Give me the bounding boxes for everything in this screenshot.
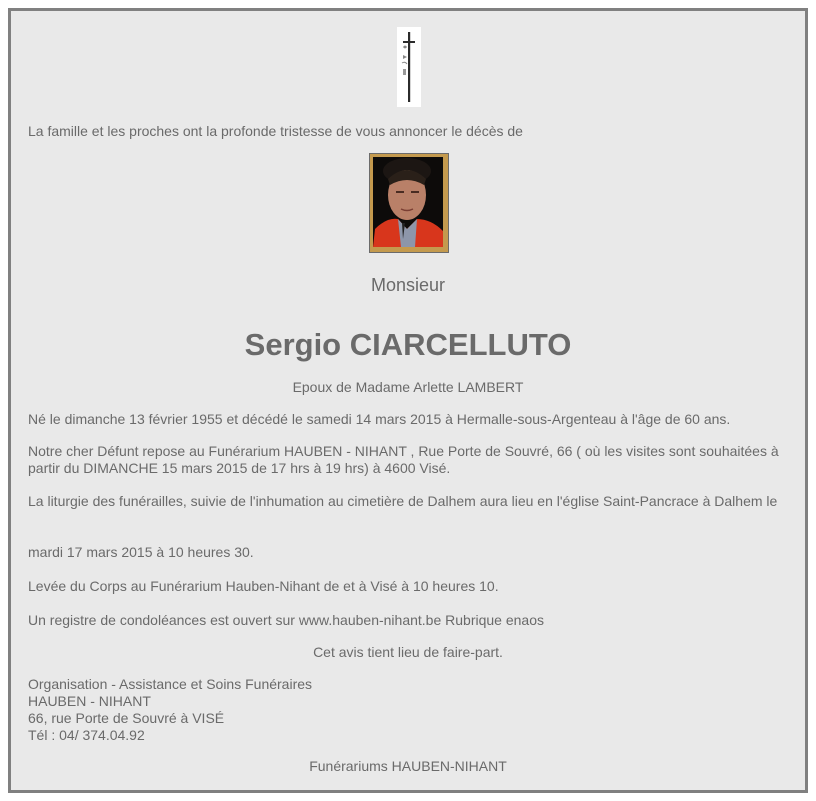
organisation-line: Organisation - Assistance et Soins Funéraires xyxy=(28,676,313,692)
birth-death-text: Né le dimanche 13 février 1955 et décédé le samedi 14 mars 2015 à Hermalle-sous-Argenteau à l'âge de 60 ans. xyxy=(28,411,731,427)
obituary-card xyxy=(8,8,808,793)
register-text: Un registre de condoléances est ouvert sur www.hauben-nihant.be Rubrique enaos xyxy=(28,612,544,628)
organisation-name: HAUBEN - NIHANT xyxy=(28,693,151,709)
portrait-photo xyxy=(369,153,449,253)
honorific: Monsieur xyxy=(370,275,446,295)
ceremony-date-text: mardi 17 mars 2015 à 10 heures 30. xyxy=(28,544,254,560)
organisation-address: 66, rue Porte de Souvré à VISÉ xyxy=(28,710,225,726)
notice-text: Cet avis tient lieu de faire-part. xyxy=(313,644,503,660)
portrait-image xyxy=(373,157,443,247)
organisation-block xyxy=(28,676,788,744)
liturgy-text: La liturgie des funérailles, suivie de l'inhumation au cimetière de Dalhem aura lieu en l'église Saint-Pancrace à Dalhem le xyxy=(28,493,778,509)
spouse-text: Epoux de Madame Arlette LAMBERT xyxy=(292,379,524,395)
intro-text: La famille et les proches ont la profonde tristesse de vous annoncer le décès de xyxy=(28,123,523,139)
organisation-phone: Tél : 04/ 374.04.92 xyxy=(28,727,145,743)
deceased-name: Sergio CIARCELLUTO xyxy=(244,327,572,362)
reposing-text: Notre cher Défunt repose au Funérarium HAUBEN - NIHANT , Rue Porte de Souvré, 66 ( où les visites sont souhaitées à partir du DIMANCHE 15 mars 2015 de 17 hrs à 19 hrs) à 4600 Visé. xyxy=(28,443,779,476)
cross-icon xyxy=(397,27,421,107)
levee-text: Levée du Corps au Funérarium Hauben-Nihant de et à Visé à 10 heures 10. xyxy=(28,578,499,594)
footer-text: Funérariums HAUBEN-NIHANT xyxy=(309,758,507,774)
